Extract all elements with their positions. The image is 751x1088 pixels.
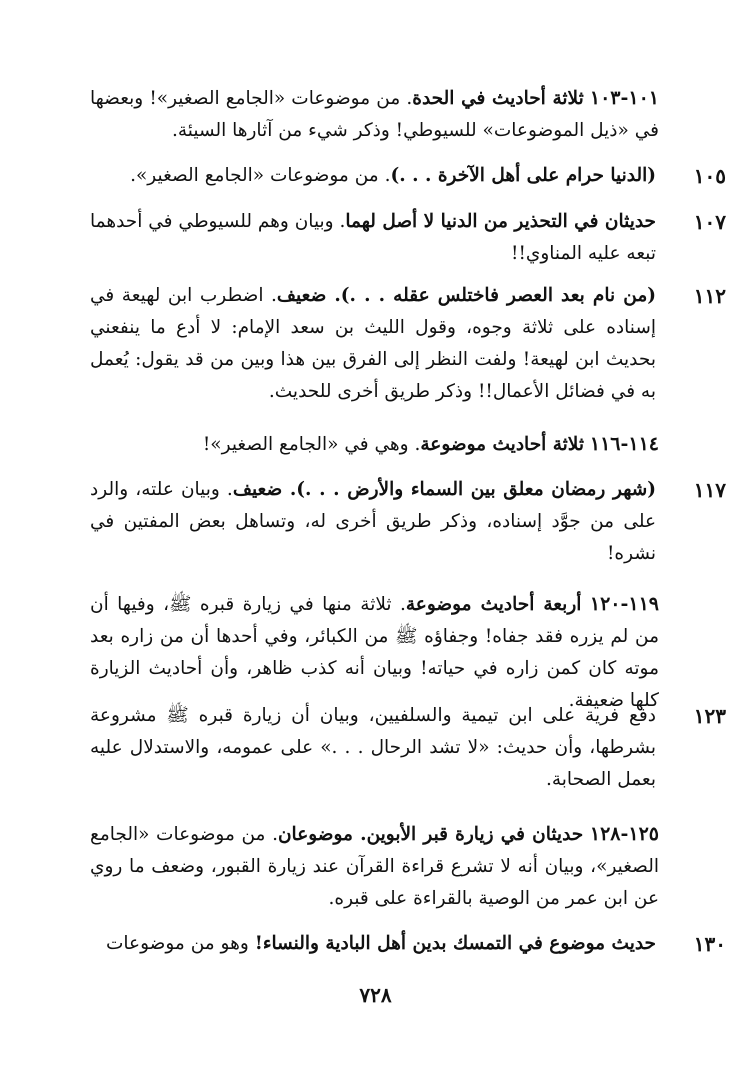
entry-number: ١١٩-١٢٠	[589, 593, 660, 615]
entry-number: ١٢٥-١٢٨	[589, 823, 659, 845]
entry-number: ١٢٣	[693, 704, 726, 728]
entry-number: ١٠١-١٠٣	[589, 87, 660, 109]
entry-number: ١١٧	[693, 478, 726, 502]
entry-number: ١٣٠	[693, 932, 726, 956]
index-entry	[90, 206, 726, 270]
index-entry	[90, 588, 659, 717]
entry-text: . وهي في «الجامع الصغير»!	[202, 434, 421, 455]
index-entry	[90, 928, 726, 960]
index-entry	[90, 280, 726, 408]
index-entry	[90, 82, 659, 147]
entry-title: حديثان في التحذير من الدنيا لا أصل لهما	[345, 211, 656, 232]
entry-text: . من موضوعات «الجامع الصغير».	[130, 165, 391, 186]
entry-title: أربعة أحاديث موضوعة	[405, 594, 582, 615]
entry-title: حديث موضوع في التمسك بدين أهل البادية والنساء!	[254, 933, 656, 954]
page-number: ٧٢٨	[359, 983, 392, 1007]
entry-text: . من موضوعات «الجامع الصغير»، وبيان أنه لا تشرع قراءة القرآن عند زيارة القبور، وضعف ما روي عن ابن عمر من الوصية بالقراءة على قبره.	[90, 824, 659, 909]
entry-number: ١١٢	[693, 284, 726, 308]
entry-title: (من نام بعد العصر فاختلس عقله . . .). ضعيف	[276, 285, 657, 306]
entry-text: . من موضوعات «الجامع الصغير»! وبعضها في «ذيل الموضوعات» للسيوطي! وذكر شيء من آثارها السيئة.	[90, 88, 659, 141]
entry-title: حديثان في زيارة قبر الأبوين. موضوعان	[277, 824, 584, 845]
index-entry	[90, 160, 726, 192]
entry-text: . وبيان وهم للسيوطي في أحدهما تبعه عليه المناوي!!	[90, 211, 656, 264]
index-entry	[90, 428, 659, 461]
entry-title: (الدنيا حرام على أهل الآخرة . . .)	[390, 165, 656, 186]
entry-number: ١٠٥	[693, 164, 726, 188]
entry-text: . ثلاثة منها في زيارة قبره ﷺ، وفيها أن من لم يزره فقد جفاه! وجفاؤه ﷺ من الكبائر، وفي أحدها أن من زاره بعد موته كان كمن زاره في حياته! وبيان أنه كذب ظاهر، وأن أحاديث الزيارة كلها ضعيفة.	[90, 594, 659, 711]
entry-title: (شهر رمضان معلق بين السماء والأرض . . .). ضعيف	[232, 479, 657, 500]
entry-title: ثلاثة أحاديث موضوعة	[420, 434, 584, 455]
entry-text: . وبيان علته، والرد على من جوَّد إسناده، وذكر طريق أخرى له، وتساهل بعض المفتين في نشره!	[90, 479, 656, 564]
entry-text: دفع فرية على ابن تيمية والسلفيين، وبيان أن زيارة قبره ﷺ مشروعة بشرطها، وأن حديث: «لا تشد الرحال . . .» على عمومه، والاستدلال عليه بعمل الصحابة.	[90, 705, 656, 790]
entry-text: . اضطرب ابن لهيعة في إسناده على ثلاثة وجوه، وقول الليث بن سعد الإمام: لا أدع ما ينفعني بحديث ابن لهيعة! ولفت النظر إلى الفرق بين هذا وبين من قد يقول: يُعمل به في فضائل الأعمال!! وذكر طريق أخرى للحديث.	[90, 285, 656, 402]
entry-title: ثلاثة أحاديث في الحدة	[412, 88, 584, 109]
entry-number: ١١٤-١١٦	[589, 433, 659, 455]
entry-text: وهو من موضوعات	[105, 933, 255, 954]
index-entry	[90, 474, 726, 570]
entry-number: ١٠٧	[693, 210, 726, 234]
index-entry	[90, 818, 659, 915]
index-entry	[90, 700, 726, 796]
